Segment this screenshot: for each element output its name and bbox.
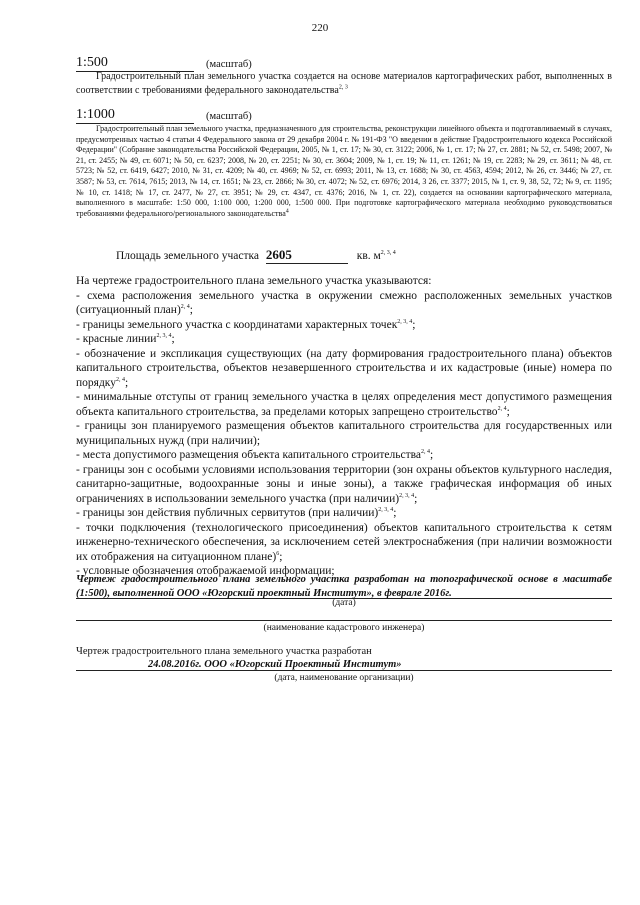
scale-value-2: 1:1000 — [76, 107, 194, 124]
scale-2-note: Градостроительный план земельного участка, предназначенного для строительства, реконструкции линейного объекта и подготавливаемый в случаях, предусмотренных частью 4 статьи 4 Федерального закона от 29 декабря 2004 г. № 191-ФЗ "О введении в действие Градостроительного кодекса Российской Федерации" (Собрание законодательства Российской Федерации, 2005, № 1, ст. 17; № 30, ст. 3122; 2006, № 1, ст. 17; № 27, ст. 2881; № 52, ст. 5498; 2007, № 21, ст. 2455; № 49, ст. 6071; № 50, ст. 6237; 2008, № 20, ст. 2251; № 30, ст. 3604; 2009, № 1, ст. 19; № 11, ст. 1261; № 19, ст. 2283; № 29, ст. 3611; № 48, ст. 5723; № 52, ст. 6419, 6427; 2010, № 31, ст. 4209; № 40, ст. 4969; № 52, ст. 6993; 2011, № 13, ст. 1688; № 30, ст. 4563, 4594; 2012, № 26, ст. 3446; № 27, ст. 3587; № 53, ст. 7614, 7615; 2013, № 14, ст. 1651; № 23, ст. 2866; № 30, ст. 4072; № 52, ст. 6976; 2014, 3 26, ст. 3377; 2015, № 1, ст. 9, 38, 52, 72; № 9, ст. 1195; № 10, ст. 1418; № 17, ст. 2477, № 27, ст. 3951; № 29, ст. 4347, ст. 4376; 2016, № 1, ст. 22), создается на основании картографического материала, выполненного в масштабе: 1:50 000, 1:100 000, 1:200 000, 1:500 000. При подготовке картографического материала необходимо руководствоваться требованиями федерального/регионального законодательства$^4$ — [76, 124, 612, 218]
developer-label: Чертеж градостроительного плана земельного участка разработан — [76, 646, 372, 657]
scale-1-note: Градостроительный план земельного участка создается на основе материалов картографических работ, выполненных в соответствии с требованиями федерального законодательства$^{2, 3}$ — [76, 71, 612, 96]
page-number: 220 — [311, 22, 329, 34]
drawing-contents-list — [76, 274, 612, 579]
list-item: - границы зон с особыми условиями использования территории (зон охраны объектов культурного наследия, санитарно-защитные, водоохранные зоны и иные зоны), а также графическая информация об иных ограничениях в использовании земельного участка (при наличии)$^{2, 3, 4}$; — [76, 463, 612, 505]
list-intro: На чертеже градостроительного плана земельного участка указываются: — [76, 275, 432, 287]
area-unit: кв. м — [356, 250, 381, 262]
date-caption: (дата) — [332, 598, 356, 608]
list-item: - минимальные отступы от границ земельного участка в целях определения мест допустимого размещения объекта капитального строительства, за пределами которых запрещено строительство$^{2, 4}$; — [76, 391, 612, 418]
list-item: - точки подключения (технологического присоединения) объектов капитального строительства к сетям инженерно-технического обеспечения, за исключением сетей электроснабжения (при наличии возможности их отображения на ситуационном плане)$^6$; — [76, 521, 612, 563]
list-item: - границы зон действия публичных сервитутов (при наличии)$^{2, 3, 4}$; — [76, 507, 397, 519]
list-item: - границы зон планируемого размещения объектов капитального строительства для государственных или муниципальных нужд (при наличии); — [76, 420, 612, 447]
topographic-basis-note: Чертеж градостроительного плана земельного участка разработан на топографической основе в масштабе (1:500), выполненной ООО «Югорский проектный Институт», в феврале 2016г. — [76, 574, 612, 599]
developer-line — [76, 658, 612, 671]
engineer-caption: (наименование кадастрового инженера) — [263, 623, 425, 633]
list-item: - схема расположения земельного участка в окружении смежно расположенных земельных участков (ситуационный план)$^{2, 4}$; — [76, 289, 612, 316]
area-row — [116, 247, 416, 264]
footnote-ref: 2, 3 — [338, 84, 348, 91]
scale-value-1: 1:500 — [76, 55, 194, 72]
developer-value: 24.08.2016г. ООО «Югорский Проектный Институт» — [148, 659, 402, 670]
scale-label-2: (масштаб) — [206, 111, 252, 122]
area-value: 2605 — [265, 247, 292, 262]
list-item: - места допустимого размещения объекта капитального строительства$^{2, 4}$; — [76, 449, 434, 461]
footnote-ref: 2, 3, 4 — [380, 250, 396, 257]
list-item: - обозначение и экспликация существующих (на дату формирования градостроительного плана) объектов капитального строительства, объектов незавершенного строительства и их кадастровые (иные) номера по порядку$^{2, 4}$; — [76, 347, 612, 389]
engineer-line — [76, 620, 612, 621]
list-item: - границы земельного участка с координатами характерных точек$^{2, 3, 4}$; — [76, 318, 416, 331]
list-item: - красные линии$^{2, 3, 4}$; — [76, 333, 175, 345]
list-item: - условные обозначения отображаемой информации; — [76, 565, 335, 577]
scale-label-1: (масштаб) — [206, 59, 252, 70]
footnote-ref: 4 — [285, 208, 289, 215]
area-label: Площадь земельного участка — [116, 250, 259, 262]
developer-caption: (дата, наименование организации) — [274, 673, 414, 683]
